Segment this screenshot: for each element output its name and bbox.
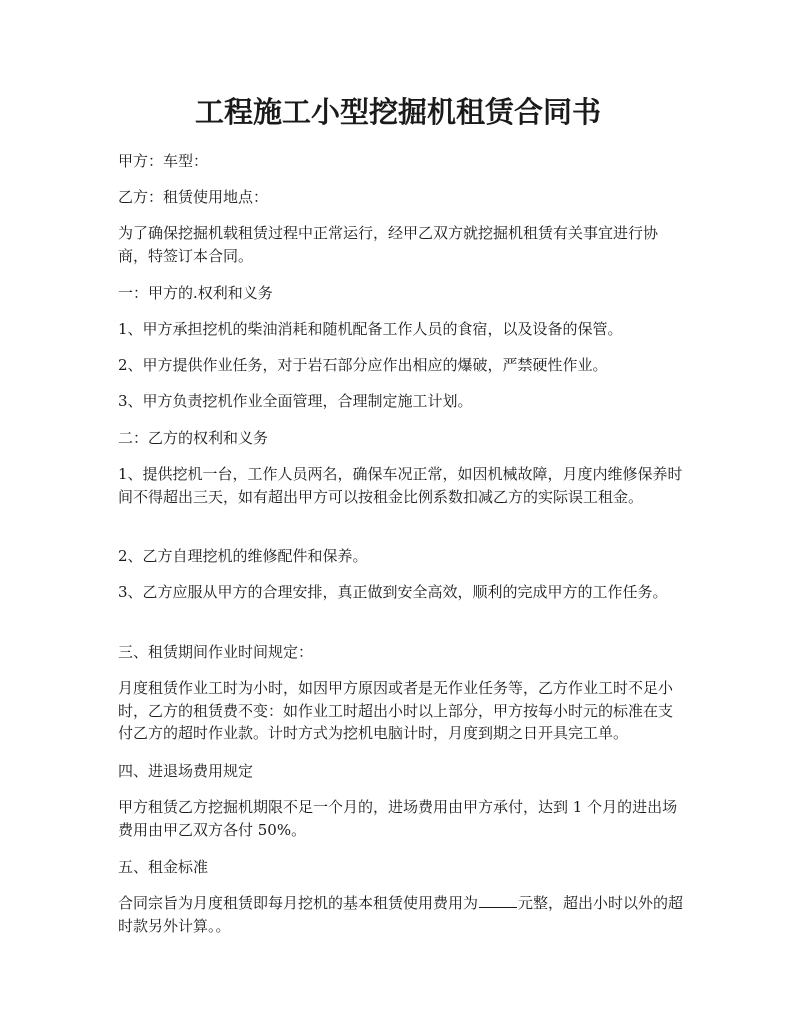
section3-heading: 三、租赁期间作业时间规定： xyxy=(118,643,314,661)
party-b-line: 乙方：租赁使用地点： xyxy=(118,188,269,206)
section1-item2: 2、甲方提供作业任务，对于岩石部分应作出相应的爆破，严禁硬性作业。 xyxy=(118,356,608,374)
section3-body: 月度租赁作业工时为小时，如因甲方原因或者是无作业任务等，乙方作业工时不足小时，乙方的租赁费不变：如作业工时超出小时以上部分，甲方按每小时元的标准在支付乙方的超时作业款。计时方式为挖机电脑计时，月度到期之日开具完工单。 xyxy=(118,679,674,742)
section4-body: 甲方租赁乙方挖掘机期限不足一个月的，进场费用由甲方承付，达到 1 个月的进出场费用由甲乙双方各付 50%。 xyxy=(118,798,678,839)
section5-body-before-blank: 合同宗旨为月度租赁即每月挖机的基本租赁使用费用为 xyxy=(118,894,479,912)
preamble-paragraph: 为了确保挖掘机载租赁过程中正常运行，经甲乙双方就挖掘机租赁有关事宜进行协商，特签订本合同。 xyxy=(118,224,659,265)
section5-heading: 五、租金标准 xyxy=(118,858,209,876)
section2-item2: 2、乙方自理挖机的维修配件和保养。 xyxy=(118,547,368,565)
section1-heading: 一：甲方的.权利和义务 xyxy=(118,284,273,302)
section2-heading: 二：乙方的权利和义务 xyxy=(118,429,269,447)
section5-body-after-blank: 元整，超出小时以外的超时款另外计算。。 xyxy=(118,894,684,935)
party-a-line: 甲方：车型： xyxy=(118,152,209,170)
section1-item1: 1、甲方承担挖机的柴油消耗和随机配备工作人员的食宿，以及设备的保管。 xyxy=(118,320,623,338)
section1-item3: 3、甲方负责挖机作业全面管理，合理制定施工计划。 xyxy=(118,392,473,410)
section5-body xyxy=(118,892,686,937)
document-title: 工程施工小型挖掘机租赁合同书 xyxy=(194,95,601,129)
section2-item1: 1、提供挖机一台，工作人员两名，确保车况正常，如因机械故障，月度内维修保养时间不得超出三天，如有超出甲方可以按租金比例系数扣减乙方的实际误工租金。 xyxy=(118,465,683,506)
section4-heading: 四、进退场费用规定 xyxy=(118,762,254,780)
section2-item3: 3、乙方应服从甲方的合理安排，真正做到安全高效，顺利的完成甲方的工作任务。 xyxy=(118,583,668,601)
fee-blank-line xyxy=(479,894,517,908)
